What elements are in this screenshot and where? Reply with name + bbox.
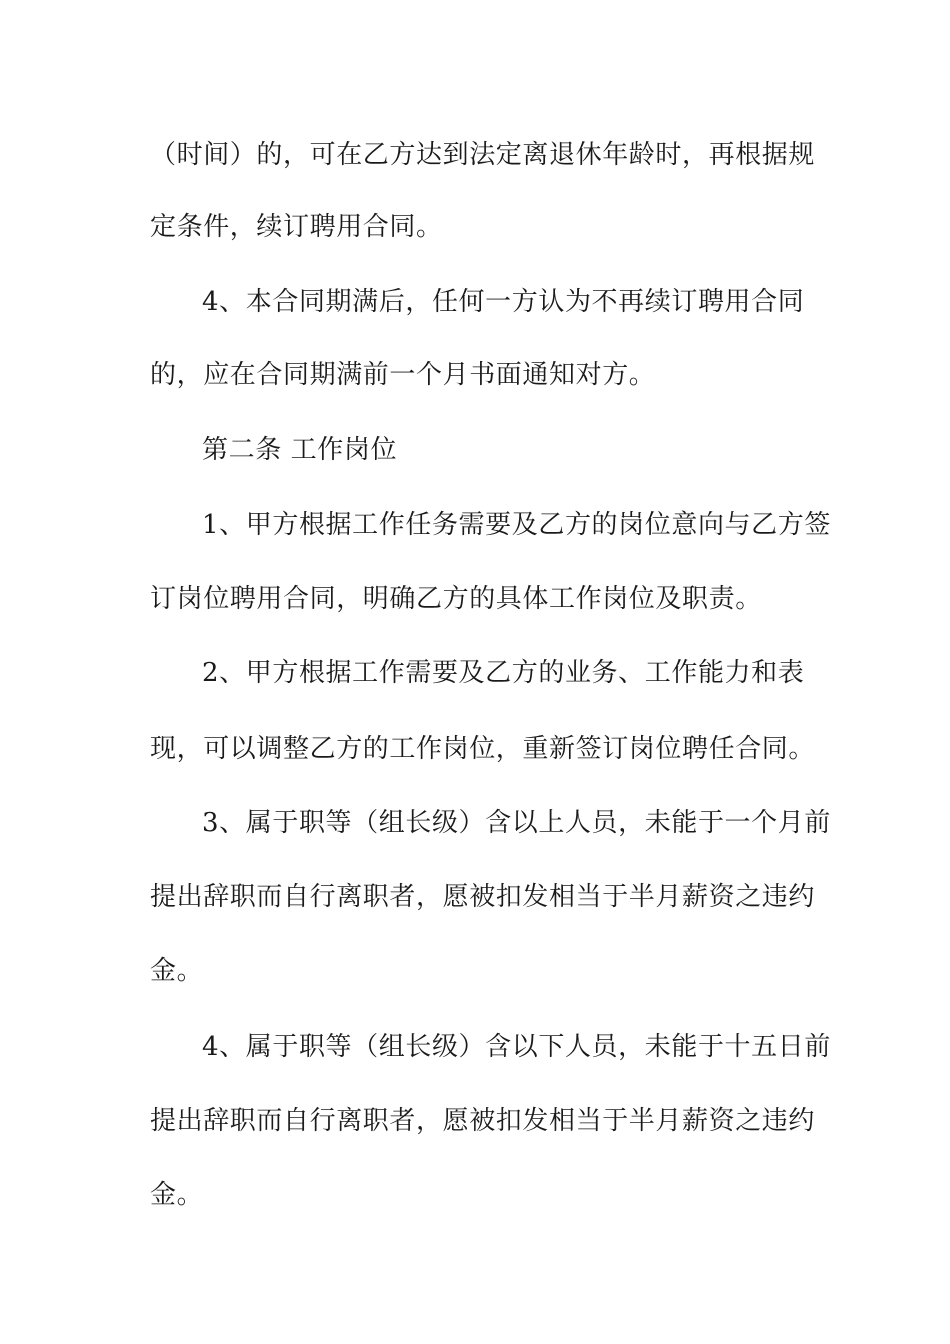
text-line: 1、甲方根据工作任务需要及乙方的岗位意向与乙方签 <box>202 510 831 540</box>
text-line: 4、本合同期满后，任何一方认为不再续订聘用合同 <box>202 287 805 317</box>
text-line: 3、属于职等（组长级）含以上人员，未能于一个月前 <box>202 808 831 838</box>
text-line: 现，可以调整乙方的工作岗位，重新签订岗位聘任合同。 <box>150 734 816 764</box>
text-line: （时间）的，可在乙方达到法定离退休年龄时，再根据规 <box>150 140 816 170</box>
text-line: 的，应在合同期满前一个月书面通知对方。 <box>150 360 656 390</box>
text-line: 金。 <box>150 1180 204 1210</box>
text-line: 提出辞职而自行离职者，愿被扣发相当于半月薪资之违约 <box>150 882 816 912</box>
text-line: 4、属于职等（组长级）含以下人员，未能于十五日前 <box>202 1032 831 1062</box>
text-line: 2、甲方根据工作需要及乙方的业务、工作能力和表 <box>202 658 805 688</box>
text-line: 订岗位聘用合同，明确乙方的具体工作岗位及职责。 <box>150 584 762 614</box>
text-line: 定条件，续订聘用合同。 <box>150 212 443 242</box>
text-line: 提出辞职而自行离职者，愿被扣发相当于半月薪资之违约 <box>150 1106 816 1136</box>
text-line: 金。 <box>150 956 204 986</box>
section-heading: 第二条 工作岗位 <box>202 435 398 465</box>
